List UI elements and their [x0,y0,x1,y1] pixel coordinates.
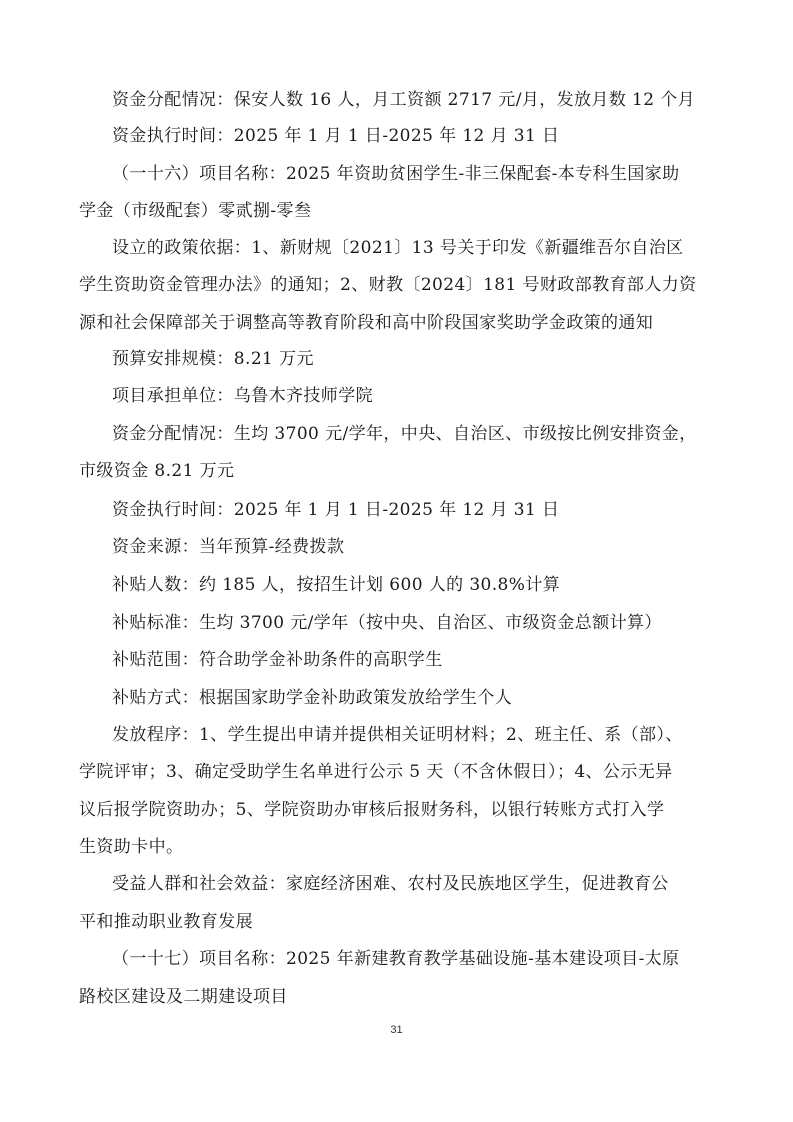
text-line: 平和推动职业教育发展 [79,912,253,932]
text-line: 预算安排规模：8.21 万元 [112,349,314,369]
text-line: 源和社会保障部关于调整高等教育阶段和高中阶段国家奖助学金政策的通知 [79,313,654,333]
text-line: 发放程序：1、学生提出申请并提供相关证明材料；2、班主任、系（部）、 [112,725,683,745]
text-line: 资金分配情况：生均 3700 元/学年，中央、自治区、市级按比例安排资金， [112,424,697,444]
text-line: 资金分配情况：保安人数 16 人，月工资额 2717 元/月，发放月数 12 个月 [112,90,696,110]
text-line: 路校区建设及二期建设项目 [79,987,288,1007]
text-line: 资金执行时间：2025 年 1 月 1 日-2025 年 12 月 31 日 [112,500,560,520]
text-line: 学金（市级配套）零贰捌-零叁 [79,201,312,221]
text-line: 资金执行时间：2025 年 1 月 1 日-2025 年 12 月 31 日 [112,126,560,146]
text-line: 学生资助资金管理办法》的通知；2、财教〔2024〕181 号财政部教育部人力资 [79,275,697,295]
text-line: 补贴范围：符合助学金补助条件的高职学生 [112,650,443,670]
text-line: 项目承担单位：乌鲁木齐技师学院 [112,386,373,406]
text-line: 学院评审；3、确定受助学生名单进行公示 5 天（不含休假日）；4、公示无异 [79,762,673,782]
text-line: 资金来源：当年预算-经费拨款 [112,537,345,557]
text-line: 补贴方式：根据国家助学金补助政策发放给学生个人 [112,688,513,708]
text-line: 补贴标准：生均 3700 元/学年（按中央、自治区、市级资金总额计算） [112,613,662,633]
text-line: （一十七）项目名称：2025 年新建教育教学基础设施-基本建设项目-太原 [112,949,680,969]
text-line: 补贴人数：约 185 人，按招生计划 600 人的 30.8%计算 [112,575,561,595]
text-line: 市级资金 8.21 万元 [79,461,235,481]
text-line: 议后报学院资助办；5、学院资助办审核后报财务科，以银行转账方式打入学 [79,800,665,820]
text-line: 受益人群和社会效益：家庭经济困难、农村及民族地区学生，促进教育公 [112,874,669,894]
text-line: 生资助卡中。 [79,837,184,857]
page-number: 31 [390,1024,403,1036]
text-line: （一十六）项目名称：2025 年资助贫困学生-非三保配套-本专科生国家助 [112,164,680,184]
text-line: 设立的政策依据：1、新财规〔2021〕13 号关于印发《新疆维吾尔自治区 [112,238,684,258]
